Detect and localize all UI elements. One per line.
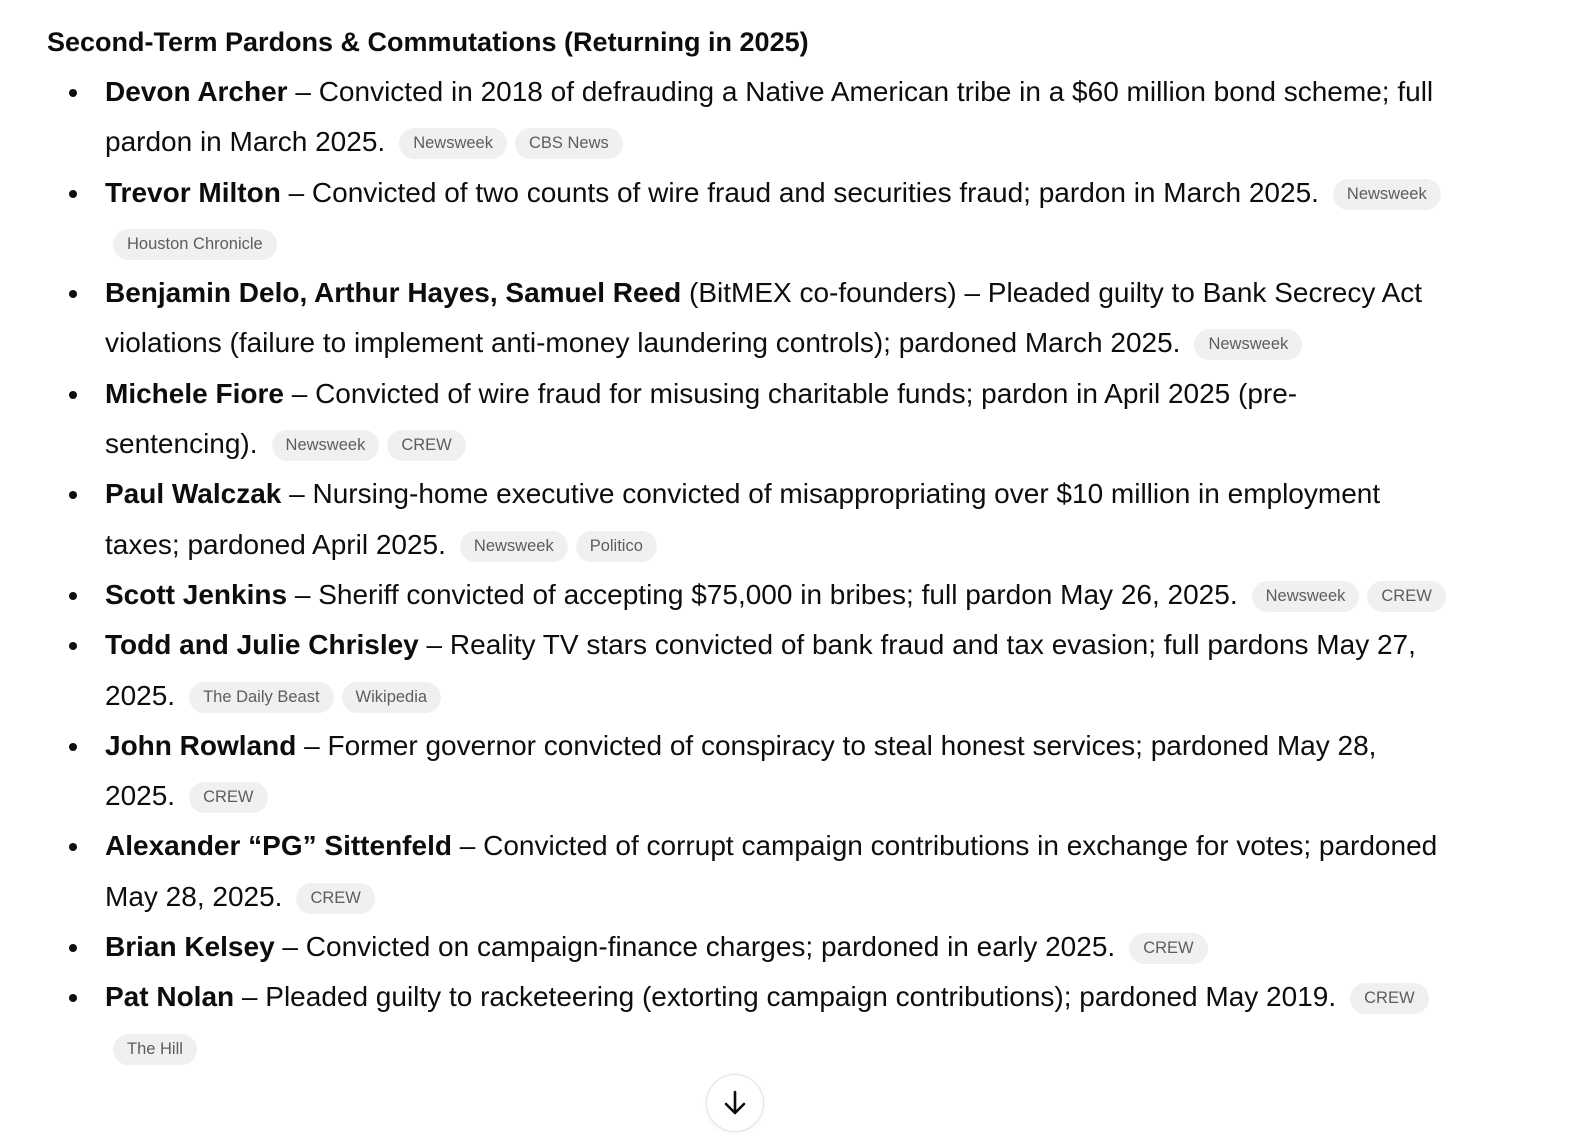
person-name: Todd and Julie Chrisley [105,629,419,661]
person-name: Trevor Milton [105,176,281,208]
person-name: Alexander “PG” Sittenfeld [105,830,452,862]
source-citation-pill[interactable]: Newsweek [1194,329,1302,360]
pardon-description: (BitMEX co-founders) – Pleaded guilty to Bank Secrecy Act violations (failure to implement anti-money laundering controls); pardoned March 2025. [105,277,1423,359]
source-citation-pill[interactable]: Houston Chronicle [113,229,277,260]
source-citation-pill[interactable]: CREW [1350,983,1428,1014]
bullet-icon [69,491,77,499]
bullet-icon [69,944,77,952]
pardon-description: – Convicted in 2018 of defrauding a Native American tribe in a $60 million bond scheme; full pardon in March 2025. [105,76,1434,158]
bullet-icon [69,290,77,298]
list-item [105,469,1447,570]
list-item [105,67,1447,168]
source-citation-pill[interactable]: CREW [296,883,374,914]
list-item [105,821,1447,922]
bullet-icon [69,843,77,851]
pardon-description: – Reality TV stars convicted of bank fraud and tax evasion; full pardons May 27, 2025. [105,629,1416,711]
list-item [105,922,1447,972]
response-content [47,22,1447,1073]
source-citation-pill[interactable]: The Hill [113,1034,197,1065]
source-citation-pill[interactable]: CREW [387,430,465,461]
bullet-icon [69,391,77,399]
bullet-icon [69,743,77,751]
pardon-description: – Convicted of wire fraud for misusing charitable funds; pardon in April 2025 (pre-sentencing). [105,377,1298,460]
person-name: Benjamin Delo, Arthur Hayes, Samuel Reed [105,277,682,309]
scroll-to-bottom-button[interactable] [706,1074,764,1132]
source-citation-pill[interactable]: CBS News [515,128,623,159]
pardon-description: – Former governor convicted of conspiracy to steal honest services; pardoned May 28, 2025. [105,729,1377,812]
list-item [105,570,1447,620]
person-name: Pat Nolan [105,981,235,1013]
list-item [105,268,1447,369]
source-citation-pill[interactable]: CREW [189,782,267,813]
bullet-icon [69,592,77,600]
source-citation-pill[interactable]: Newsweek [1252,581,1360,612]
arrow-down-icon [722,1089,748,1117]
source-citation-pill[interactable]: Newsweek [272,430,380,461]
pardon-list [47,67,1447,1073]
source-citation-pill[interactable]: Politico [576,531,657,562]
person-name: Brian Kelsey [105,931,275,963]
source-citation-pill[interactable]: CREW [1367,581,1445,612]
pardon-description: – Convicted on campaign-finance charges; pardoned in early 2025. [274,931,1116,963]
bullet-icon [69,994,77,1002]
bullet-icon [69,642,77,650]
pardon-description: – Pleaded guilty to racketeering (extorting campaign contributions); pardoned May 2019. [234,981,1337,1013]
pardon-description: – Convicted of two counts of wire fraud and securities fraud; pardon in March 2025. [280,176,1319,208]
source-citation-pill[interactable]: CREW [1129,933,1207,964]
source-citation-pill[interactable]: Newsweek [1333,179,1441,210]
list-item [105,972,1447,1073]
list-item [105,168,1447,269]
list-item [105,369,1447,470]
bullet-icon [69,190,77,198]
section-heading: Second-Term Pardons & Commutations (Returning in 2025) [47,27,809,57]
source-citation-pill[interactable]: The Daily Beast [189,682,333,713]
list-item [105,721,1447,822]
source-citation-pill[interactable]: Newsweek [399,128,507,159]
person-name: Michele Fiore [105,377,284,409]
pardon-description: – Sheriff convicted of accepting $75,000 in bribes; full pardon May 26, 2025. [287,578,1238,610]
pardon-description: – Convicted of corrupt campaign contributions in exchange for votes; pardoned May 28, 2025. [105,830,1438,912]
source-citation-pill[interactable]: Newsweek [460,531,568,562]
person-name: John Rowland [105,729,297,761]
pardon-description: – Nursing-home executive convicted of misappropriating over $10 million in employment taxes; pardoned April 2025. [105,478,1381,560]
person-name: Scott Jenkins [105,578,288,610]
person-name: Paul Walczak [105,478,282,510]
person-name: Devon Archer [105,76,288,107]
list-item [105,620,1447,721]
bullet-icon [69,89,77,97]
source-citation-pill[interactable]: Wikipedia [342,682,442,713]
